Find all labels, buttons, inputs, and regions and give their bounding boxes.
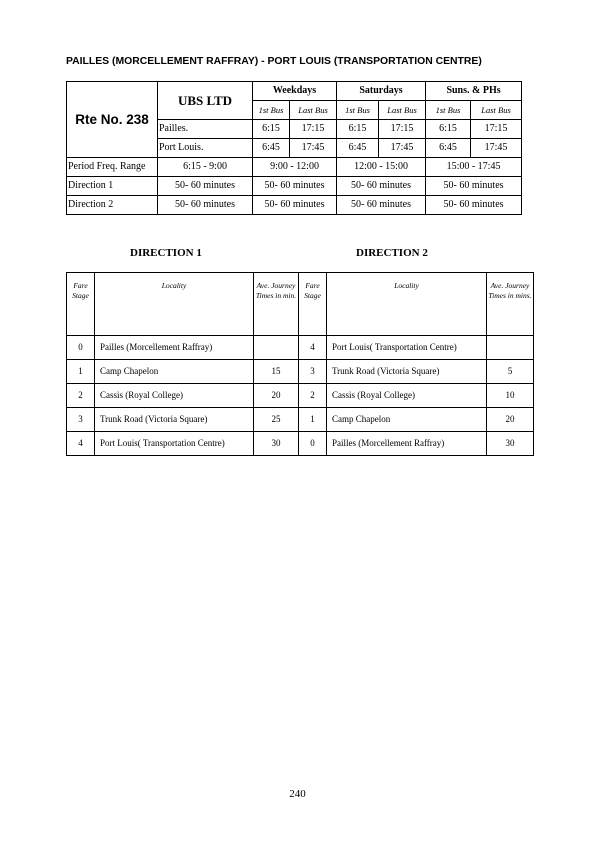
time-cell: 17:45 [290,139,337,158]
first-bus-label: 1st Bus [426,101,471,120]
route-number: Rte No. 238 [67,82,158,158]
company-name: UBS LTD [158,82,253,120]
journey-time-cell [254,336,299,360]
time-cell: 6:15 [253,120,290,139]
time-cell: 6:15 [426,120,471,139]
fare-stage-cell: 0 [67,336,95,360]
journey-time-cell: 20 [487,408,534,432]
range-cell: 6:15 - 9:00 [158,158,253,177]
journey-time-cell: 30 [254,432,299,456]
row-label: Direction 2 [67,196,158,215]
fare-stage-cell: 4 [67,432,95,456]
locality-cell: Cassis (Royal College) [327,384,487,408]
table-row [67,408,534,432]
table-row [67,336,534,360]
table-row [67,432,534,456]
row-label: Period Freq. Range [67,158,158,177]
last-bus-label: Last Bus [379,101,426,120]
frequency-cell: 50- 60 minutes [426,196,522,215]
locality-cell: Trunk Road (Victoria Square) [95,408,254,432]
fare-stage-cell: 4 [299,336,327,360]
fare-stage-cell: 3 [299,360,327,384]
journey-time-header: Ave. Journey Times in min. [254,273,299,336]
journey-time-cell: 30 [487,432,534,456]
fare-stage-cell: 2 [299,384,327,408]
frequency-cell: 50- 60 minutes [426,177,522,196]
fare-stage-cell: 0 [299,432,327,456]
journey-time-cell: 10 [487,384,534,408]
group-saturdays: Saturdays [337,82,426,101]
locality-cell: Pailles (Morcellement Raffray) [95,336,254,360]
journey-time-cell: 20 [254,384,299,408]
group-sundays: Suns. & PHs [426,82,522,101]
locality-header: Locality [327,273,487,336]
time-cell: 6:15 [337,120,379,139]
time-cell: 17:15 [290,120,337,139]
journey-time-cell: 15 [254,360,299,384]
locality-header: Locality [95,273,254,336]
page-title: PAILLES (MORCELLEMENT RAFFRAY) - PORT LOUIS (TRANSPORTATION CENTRE) [66,56,482,67]
table-row [67,384,534,408]
locality-cell: Port Louis( Transportation Centre) [95,432,254,456]
range-cell: 12:00 - 15:00 [337,158,426,177]
journey-time-cell: 5 [487,360,534,384]
fare-stage-cell: 1 [299,408,327,432]
frequency-cell: 50- 60 minutes [337,177,426,196]
range-cell: 9:00 - 12:00 [253,158,337,177]
fare-stage-cell: 2 [67,384,95,408]
direction-2-heading: DIRECTION 2 [356,247,428,259]
page-number: 240 [289,788,306,800]
frequency-cell: 50- 60 minutes [337,196,426,215]
table-row [67,360,534,384]
journey-time-header: Ave. Journey Times in mins. [487,273,534,336]
locality-cell: Trunk Road (Victoria Square) [327,360,487,384]
last-bus-label: Last Bus [290,101,337,120]
locality-cell: Camp Chapelon [327,408,487,432]
time-cell: 6:45 [426,139,471,158]
row-label: Direction 1 [67,177,158,196]
locality-cell: Camp Chapelon [95,360,254,384]
stop-name: Pailles. [158,120,253,139]
frequency-cell: 50- 60 minutes [158,177,253,196]
direction-1-heading: DIRECTION 1 [130,247,202,259]
fare-stage-table [66,272,534,456]
frequency-cell: 50- 60 minutes [253,196,337,215]
locality-cell: Pailles (Morcellement Raffray) [327,432,487,456]
stop-name: Port Louis. [158,139,253,158]
first-bus-label: 1st Bus [337,101,379,120]
first-bus-label: 1st Bus [253,101,290,120]
locality-cell: Cassis (Royal College) [95,384,254,408]
fare-stage-header: Fare Stage [299,273,327,336]
frequency-cell: 50- 60 minutes [253,177,337,196]
time-cell: 17:15 [471,120,522,139]
fare-stage-cell: 3 [67,408,95,432]
range-cell: 15:00 - 17:45 [426,158,522,177]
time-cell: 17:15 [379,120,426,139]
frequency-cell: 50- 60 minutes [158,196,253,215]
fare-stage-cell: 1 [67,360,95,384]
journey-time-cell [487,336,534,360]
group-weekdays: Weekdays [253,82,337,101]
time-cell: 17:45 [379,139,426,158]
time-cell: 17:45 [471,139,522,158]
time-cell: 6:45 [337,139,379,158]
time-cell: 6:45 [253,139,290,158]
journey-time-cell: 25 [254,408,299,432]
locality-cell: Port Louis( Transportation Centre) [327,336,487,360]
last-bus-label: Last Bus [471,101,522,120]
schedule-table [66,81,522,215]
fare-stage-header: Fare Stage [67,273,95,336]
